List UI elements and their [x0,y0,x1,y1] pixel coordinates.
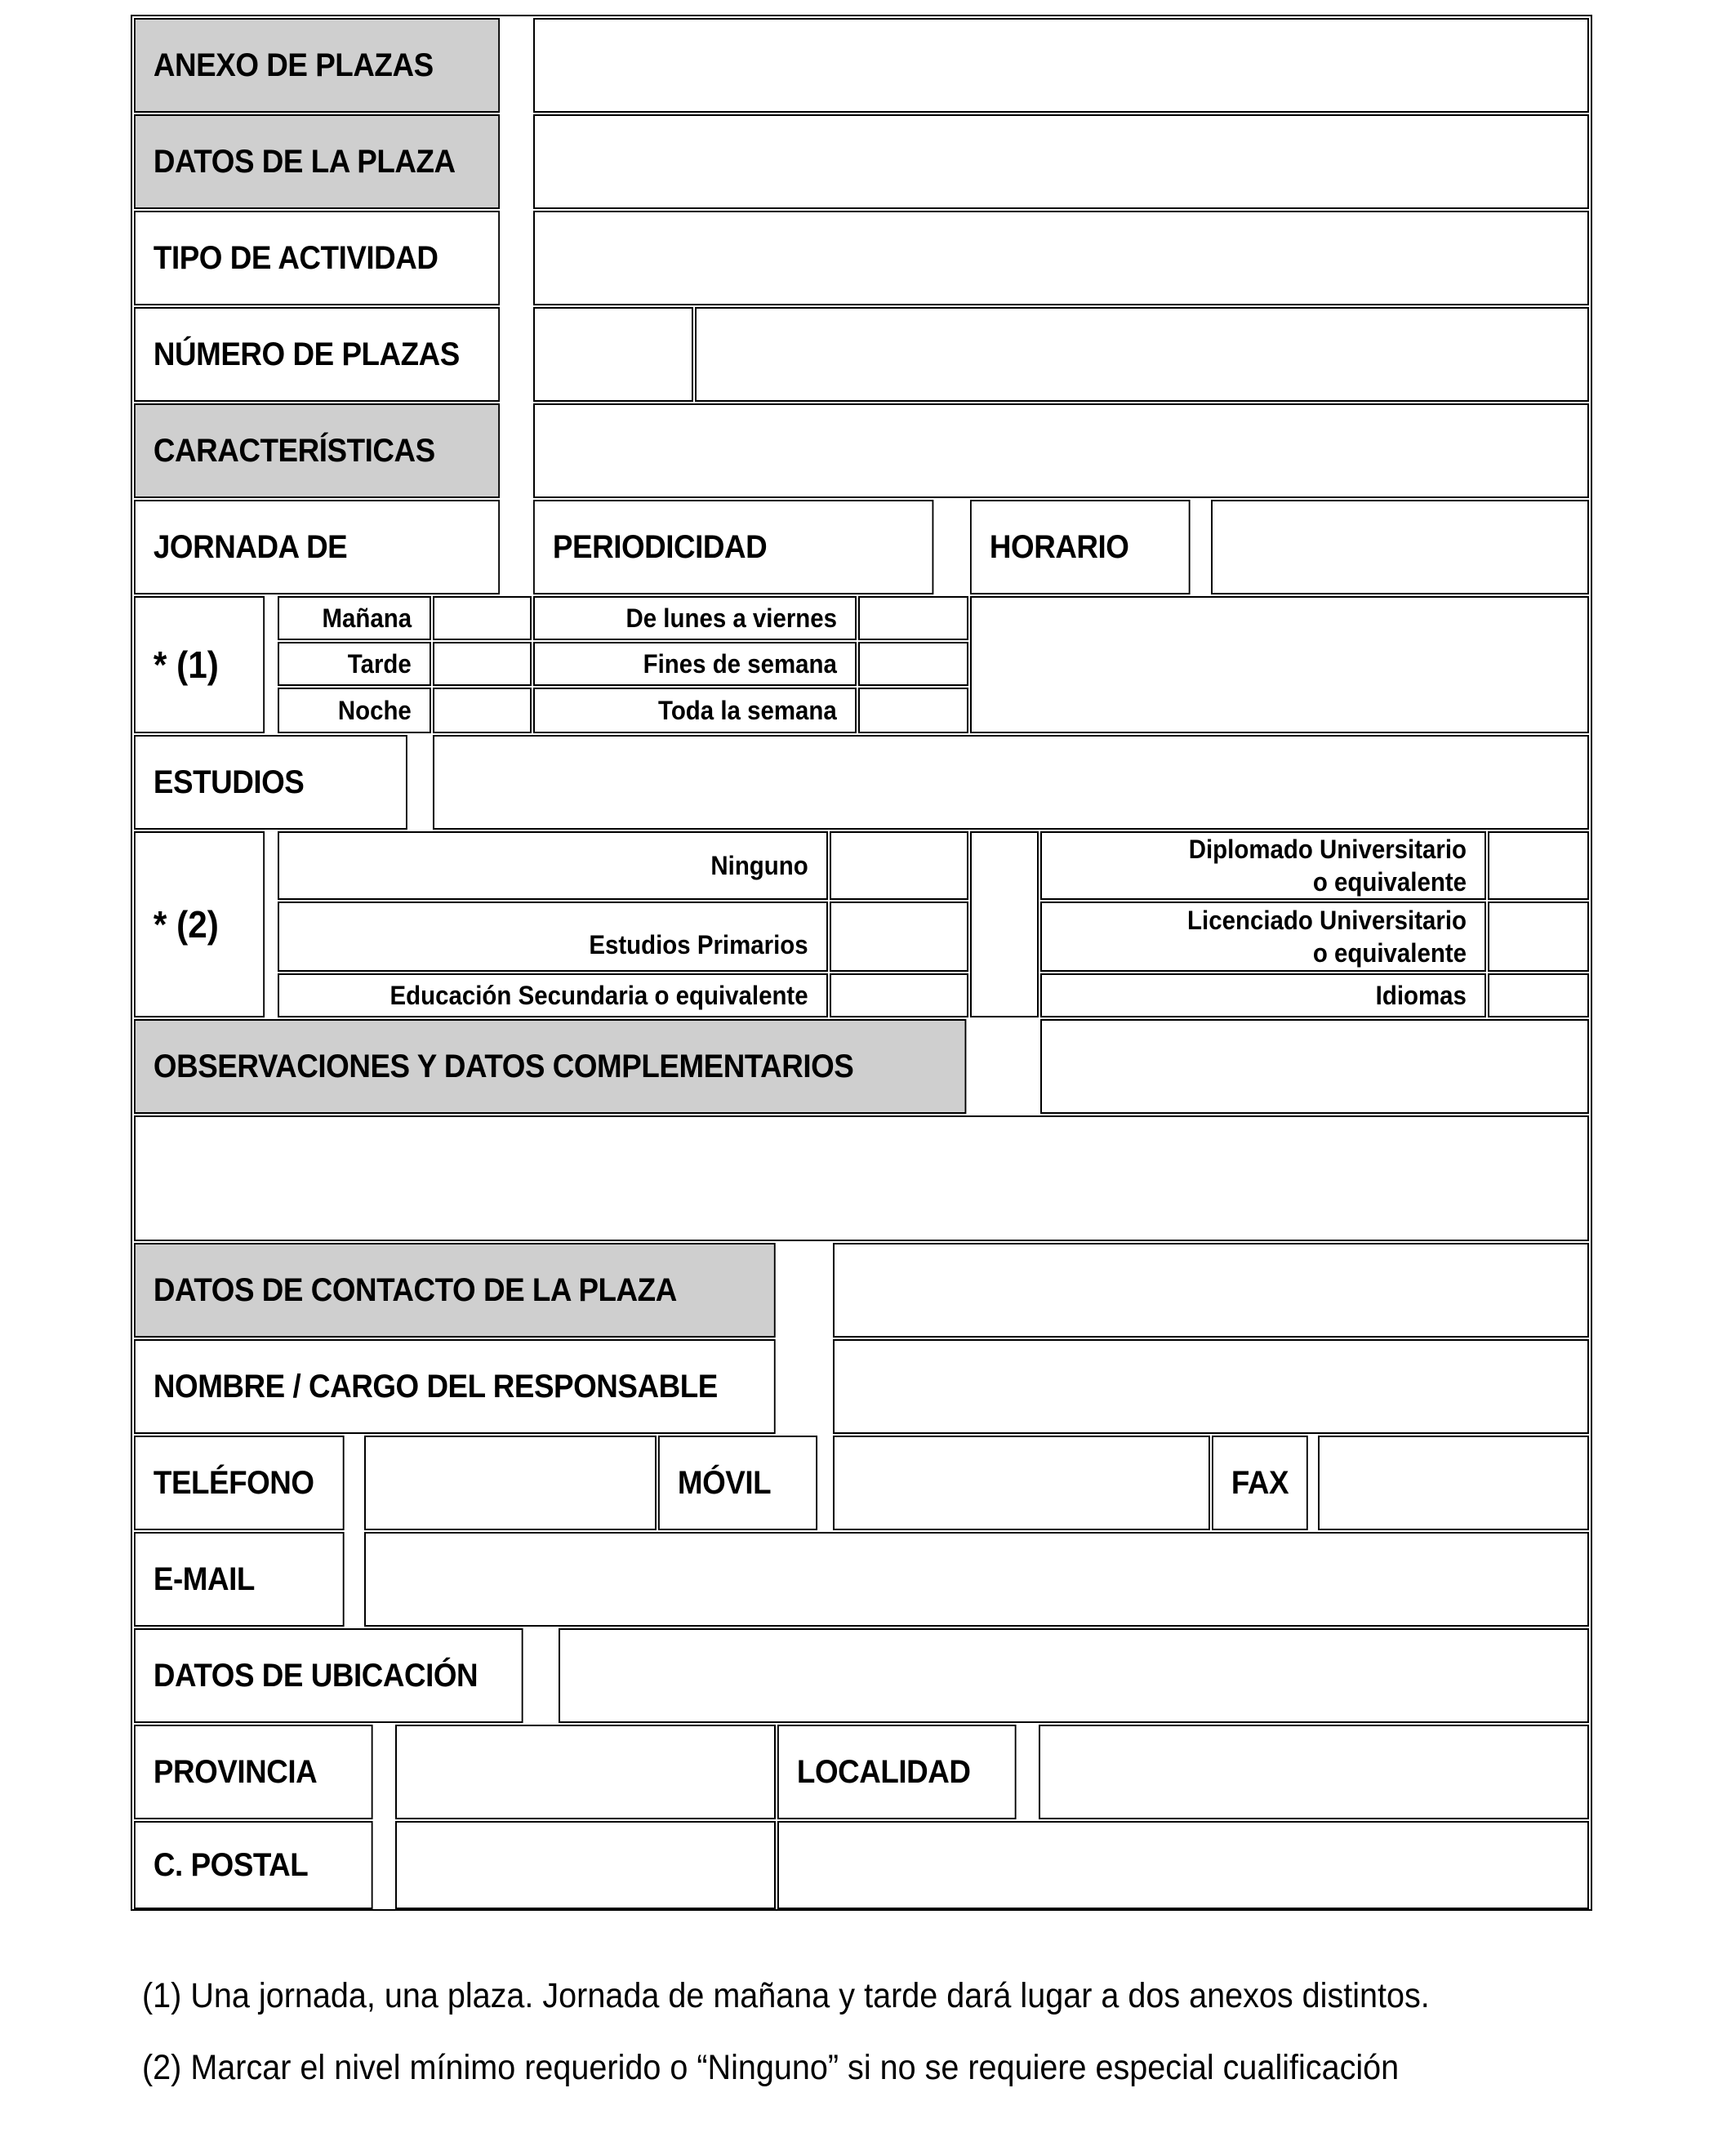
estudios-field[interactable] [433,735,1589,830]
contacto-label: DATOS DE CONTACTO DE LA PLAZA [134,1243,776,1338]
periodicidad-option-label: Toda la semana [533,688,857,733]
footnote-2: (2) Marcar el nivel mínimo requerido o “Ninguno” si no se requiere especial cualificación [142,2048,1400,2087]
observaciones-textarea[interactable] [134,1115,1589,1241]
responsable-field[interactable] [833,1339,1589,1434]
periodicidad-option-label: De lunes a viernes [533,596,857,640]
localidad-label: LOCALIDAD [777,1725,1017,1819]
movil-field[interactable] [833,1436,1210,1530]
telefono-field[interactable] [364,1436,657,1530]
footnote-1: (1) Una jornada, una plaza. Jornada de mañana y tarde dará lugar a dos anexos distintos. [142,1976,1430,2015]
ubicacion-label: DATOS DE UBICACIÓN [134,1628,523,1723]
caracteristicas-field[interactable] [533,403,1589,498]
datos-plaza-field[interactable] [533,114,1589,209]
contacto-field[interactable] [833,1243,1589,1338]
jornada-option-label: Noche [278,688,431,733]
periodicidad-ts-checkbox[interactable] [858,688,968,733]
horario-field[interactable] [1211,500,1589,594]
movil-label: MÓVIL [658,1436,817,1530]
email-field[interactable] [364,1532,1589,1627]
datos-plaza-label: DATOS DE LA PLAZA [134,114,500,209]
estudios-option-label: Licenciado Universitario o equivalente [1040,902,1486,972]
estudios-option-label: Ninguno [278,831,828,900]
licenciado-checkbox[interactable] [1488,902,1589,972]
idiomas-checkbox[interactable] [1488,973,1589,1017]
anexo-field[interactable] [533,18,1589,113]
jornada-label: JORNADA DE [134,500,500,594]
cpostal-label: C. POSTAL [134,1821,373,1909]
secundaria-checkbox[interactable] [830,973,968,1017]
periodicidad-option-label: Fines de semana [533,642,857,686]
jornada-tarde-checkbox[interactable] [433,642,532,686]
estudios-spacer [970,831,1039,1017]
jornada-noche-checkbox[interactable] [433,688,532,733]
cpostal-extra-field[interactable] [777,1821,1589,1909]
jornada-option-label: Tarde [278,642,431,686]
responsable-label: NOMBRE / CARGO DEL RESPONSABLE [134,1339,776,1434]
telefono-label: TELÉFONO [134,1436,345,1530]
tipo-actividad-label: TIPO DE ACTIVIDAD [134,211,500,305]
plazas-form [131,15,1592,1911]
numero-plazas-field[interactable] [533,307,693,402]
numero-plazas-extra-field[interactable] [695,307,1589,402]
jornada-manana-checkbox[interactable] [433,596,532,640]
anexo-label: ANEXO DE PLAZAS [134,18,500,113]
periodicidad-label: PERIODICIDAD [533,500,933,594]
estudios-option-label: Estudios Primarios [278,902,828,972]
ubicacion-field[interactable] [559,1628,1589,1723]
estudios-option-label: Idiomas [1040,973,1486,1017]
diplomado-checkbox[interactable] [1488,831,1589,900]
localidad-field[interactable] [1039,1725,1589,1819]
ninguno-checkbox[interactable] [830,831,968,900]
cpostal-field[interactable] [395,1821,776,1909]
provincia-field[interactable] [395,1725,776,1819]
horario-label: HORARIO [970,500,1191,594]
numero-plazas-label: NÚMERO DE PLAZAS [134,307,500,402]
horario-detail-field[interactable] [970,596,1589,733]
marker-2: * (2) [134,831,265,1017]
observaciones-label: OBSERVACIONES Y DATOS COMPLEMENTARIOS [134,1019,966,1114]
estudios-primarios-checkbox[interactable] [830,902,968,972]
estudios-option-label: Educación Secundaria o equivalente [278,973,828,1017]
periodicidad-lv-checkbox[interactable] [858,596,968,640]
estudios-label: ESTUDIOS [134,735,407,830]
observaciones-header-field[interactable] [1040,1019,1589,1114]
provincia-label: PROVINCIA [134,1725,373,1819]
caracteristicas-label: CARACTERÍSTICAS [134,403,500,498]
email-label: E-MAIL [134,1532,345,1627]
fax-field[interactable] [1318,1436,1589,1530]
marker-1: * (1) [134,596,265,733]
tipo-actividad-field[interactable] [533,211,1589,305]
jornada-option-label: Mañana [278,596,431,640]
periodicidad-fs-checkbox[interactable] [858,642,968,686]
estudios-option-label: Diplomado Universitario o equivalente [1040,831,1486,900]
fax-label: FAX [1212,1436,1308,1530]
